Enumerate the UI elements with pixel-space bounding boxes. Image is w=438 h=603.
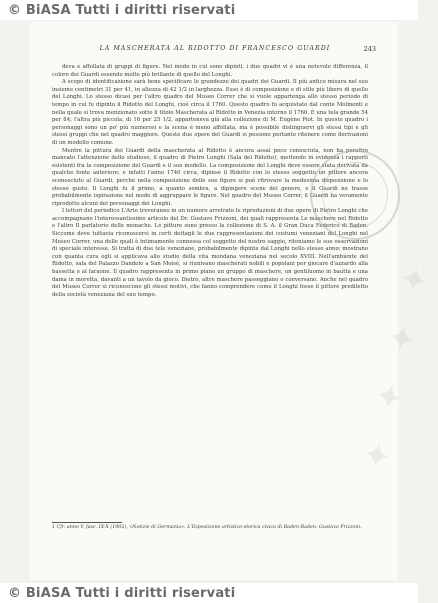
library-stamp-inner-ring <box>322 162 388 228</box>
watermark-icon: ✦ ✦ ✦ ✦ <box>352 256 438 484</box>
paragraph: I lettori del periodico L'Arte troveranno in un numero arretrato le riproduzioni di due opere di Pietro Longhi che accompagnano l'interessantissimo articolo del Dr. Gustavo Frizzoni, dei quali rappresenta Le maschere nel Ridotto e l'altro Il parlatorio delle monache. Le pitture sono presso la collezione di S. A. il Gran Duca Federico di Baden. Siccome deve tuttavia riconoscersi in certi dettagli le due rappresentazioni dei costumi veneziani del Longhi nel Museo Correr, una delle quali è intimamente connessa col soggetto del nostro saggio, riteniamo le sue osservazioni di speciale interesse. Si tratta di due tele veneziane, probabilmente dipinte dal Longhi nello stesso anno; mostrano con quanta cura egli si applicava allo studio della vita mondana veneziana nel secolo XVIII. Nell'ambiente del Ridotto, sala del Palazzo Dandolo a San Moisè, si riunivano mascherati nobili e popolani per giocare d'azzardo alla bassetta e al faraone. Il quadro rappresenta in primo piano un gruppo di maschere, un gentiluomo in bautta e una dama in moretta, davanti a un tavolo da gioco. Dietro, altre maschere passeggiano o conversano. Anche nel quadro del Museo Correr si riconoscono gli stessi motivi, che fanno comprendere come il Longhi fosse il pittore prediletto della società veneziana del suo tempo. <box>52 208 368 298</box>
paragraph: Mentre la pittura dei Guardi della mascherata al Ridotto è ancora assai poco conosciuta, non ha peraltro mancato l'attenzione dello studioso, il quadro di Pietro Longhi (Sala del Ridotto), mettendo in evidenza i rapporti esistenti fra la composizione del Guardi e il suo modello. La composizione del Longhi deve essere stata derivata da qualche fonte anteriore; e infatti l'anno 1740 circa, dipinse il Ridotto con lo stesso soggetto un pittore ancora sconosciuto al Guardi, perchè nella composizione delle sue figure si può ritrovare la medesima disposizione e lo stesso gusto. Il Longhi fu il primo, a quanto sembra, a dipingere scene del genere, e il Guardi ne trasse probabilmente ispirazione nel modo di aggruppare le figure. Nel quadro del Museo Correr, il Guardi ha veramente riprodotto alcuni dei personaggi del Longhi. <box>52 147 368 207</box>
page-number: 243 <box>363 45 376 53</box>
footnote-rule <box>52 522 122 523</box>
footnote: 1 Cfr. anno V, fasc. IX-X (1902), «Notizie di Germania». L'Esposizione artistico-storica civica di Baden-Baden. Gustavo Frizzoni. <box>52 525 362 530</box>
bottom-banner <box>0 583 418 603</box>
library-stamp-icon <box>310 150 400 240</box>
paragraph: A scopo di identificazione sarà bene specificare le grandezze dei quadri dei Guardi. Il più antico misura nel suo insieme centimetri 31 per 41, in altezza di 42 1/2 in larghezza. Esso è di composizione e di stile più libero di quello del Longhi. Lo stesso dicasi per l'altro quadro del Museo Correr che si vuole appartenga allo stesso periodo di tempo in cui fu dipinto il Ridotto del Longhi, cioè circa il 1760. Questo quadro fu acquistato dal conte Molmenti e nella quale si trova menzionato sotto il titolo Mascherata al Ridotto in Venezia intorno il 1760. È una tela grande 54 per 84; l'altra più piccola, di 16 per 25 1/2, apparteneva già alla collezione di M. Eugène Piot. In questo quadro i personaggi sono un po' più numerosi e la scena è meno affollata, ma è possibile distinguervi gli stessi tipi e gli stessi gruppi che nel quadro maggiore. Queste due opere del Guardi si possono pertanto ritenere come derivazioni di un modello comune. <box>52 79 368 146</box>
biasa-copyright-logo: © BiASA Tutti i diritti riservati <box>8 2 236 18</box>
running-head: LA MASCHERATA AL RIDOTTO DI FRANCESCO GUARDI <box>99 45 331 52</box>
top-banner <box>0 0 418 20</box>
paragraph: deva e affollata di gruppi di figure. Nel modo in cui sono dipinti, i due quadri vi è una notevole differenza, il colore dei Guardi essendo molto più brillante di quello del Longhi. <box>52 64 368 78</box>
biasa-copyright-logo: © BiASA Tutti i diritti riservati <box>8 585 236 601</box>
